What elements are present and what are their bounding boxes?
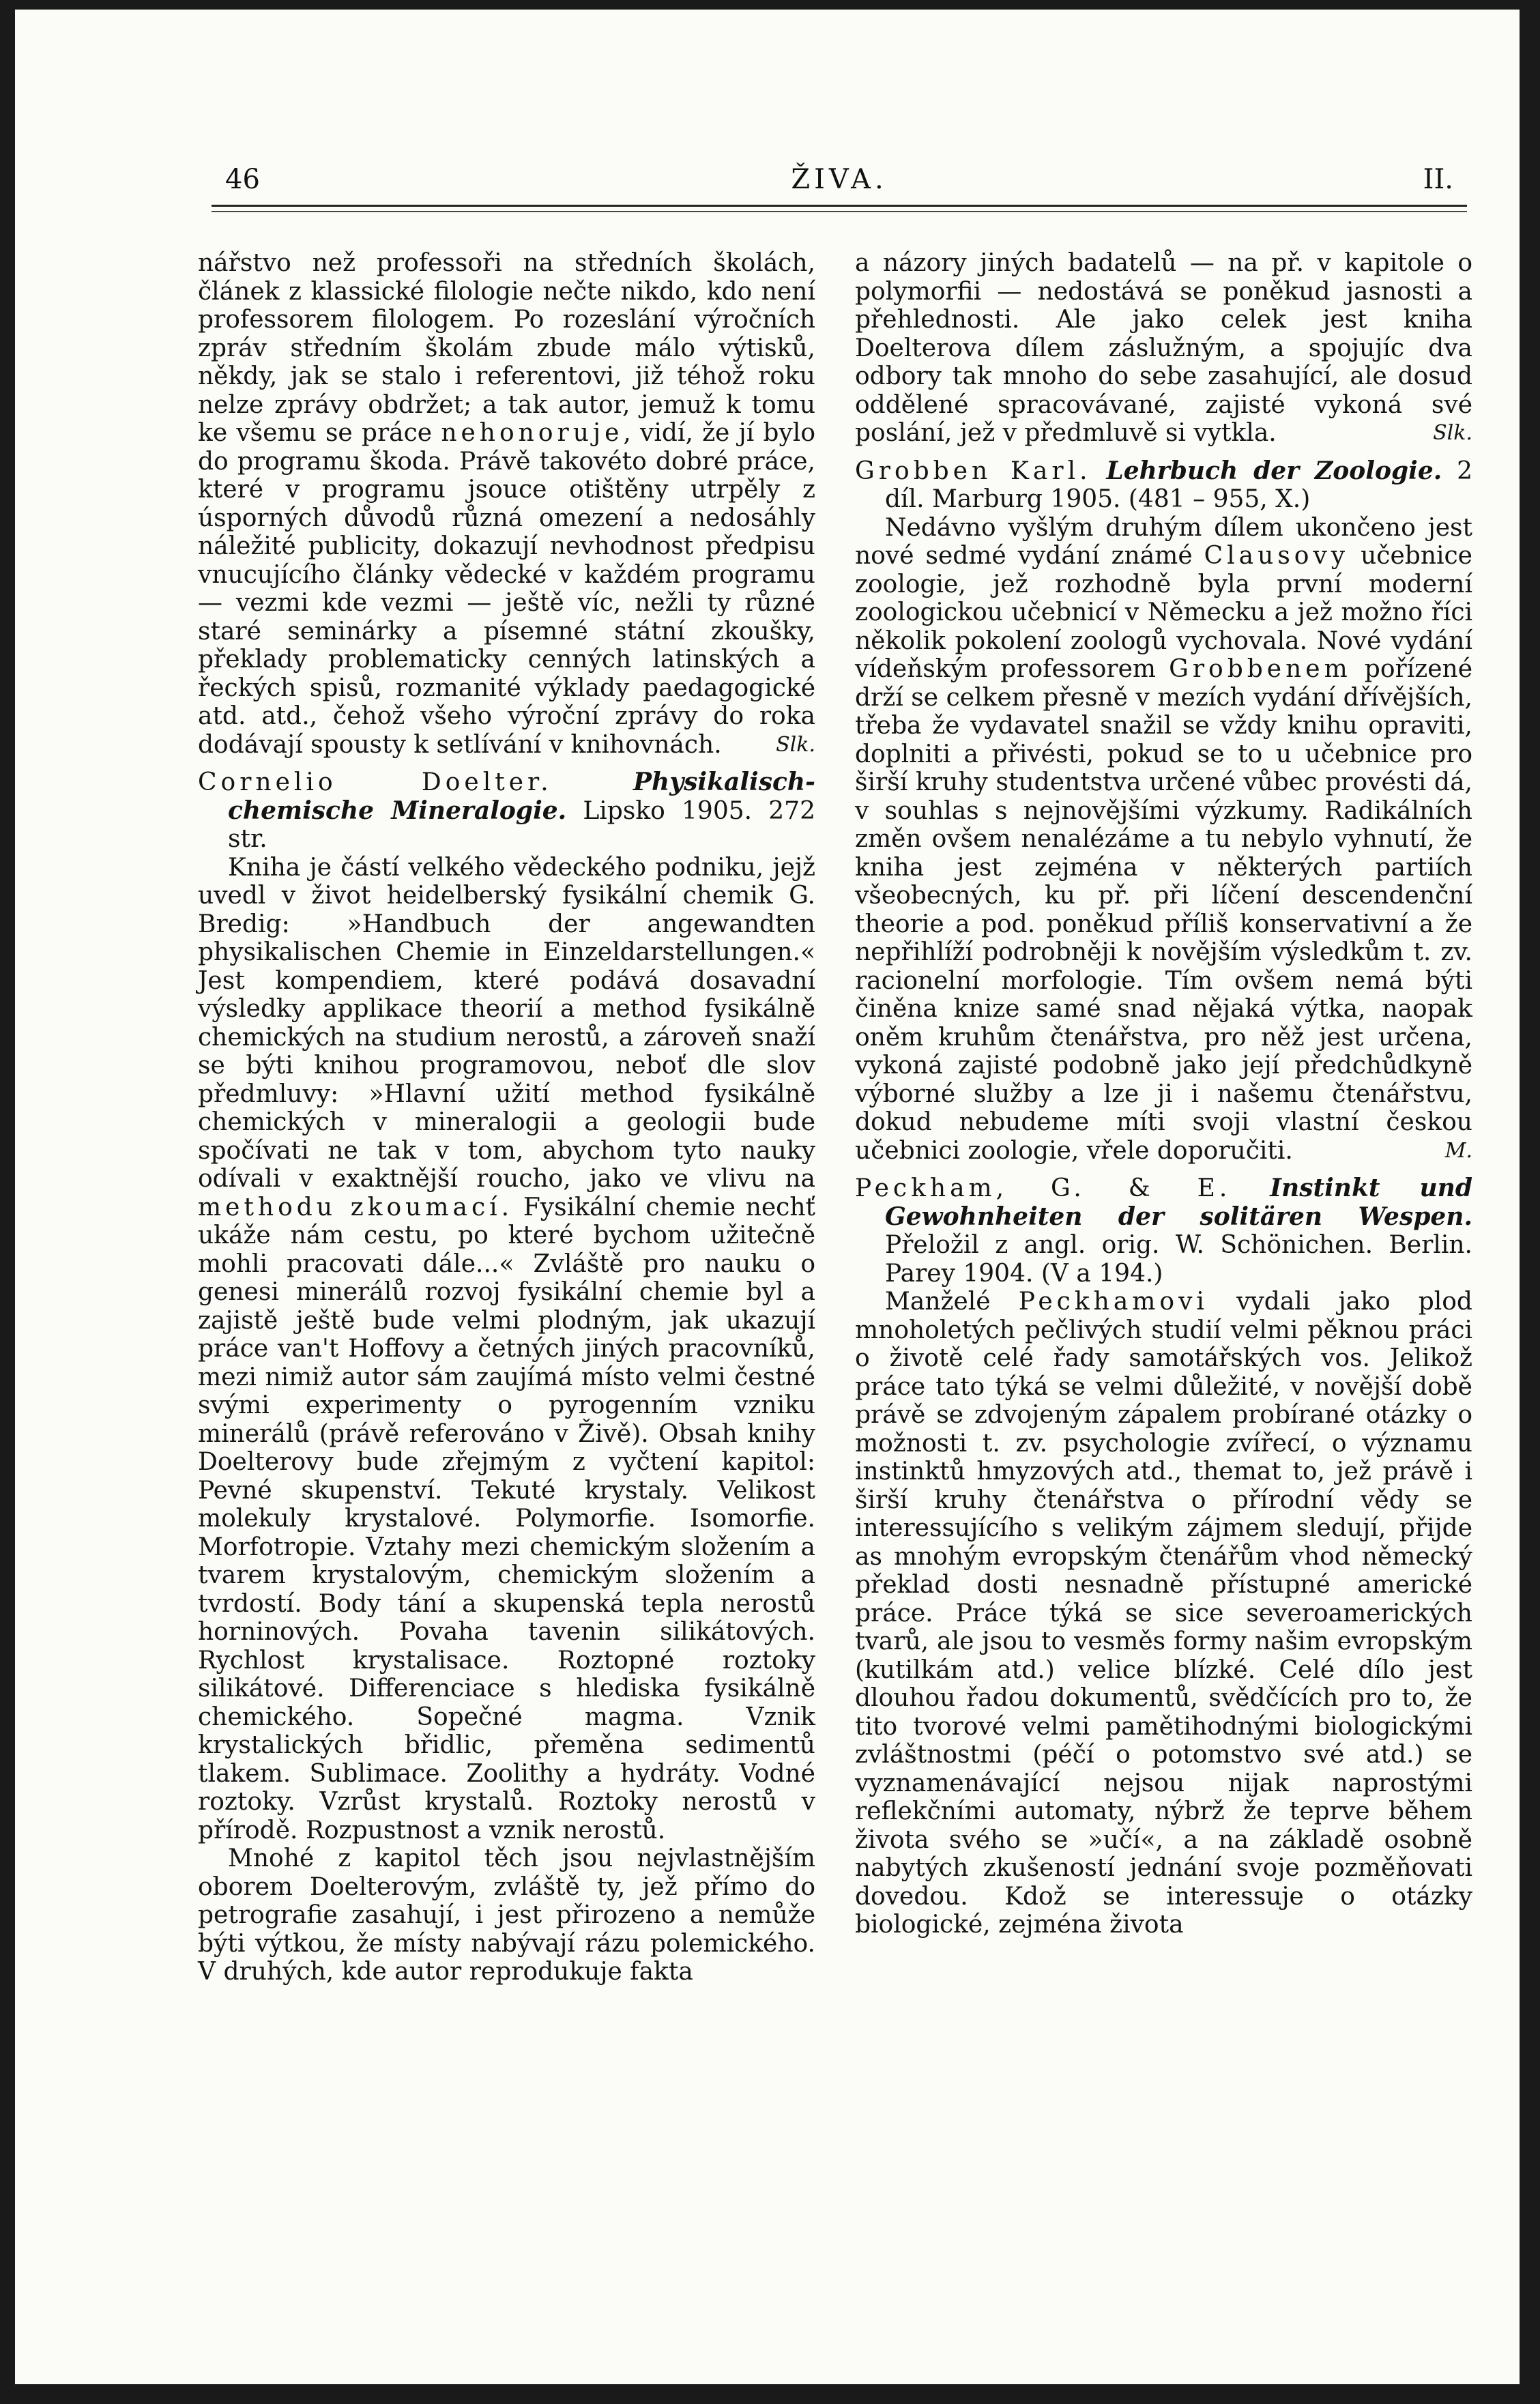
review-body-doelter: Kniha je částí velkého vědeckého podniku, jejž uvedl v život heidelberský fysikální chemik G. Bredig: »Handbuch der angewandten physikalischen Chemie in Einzeldarstellungen.« Jest kompendiem, které podává dosavadní výsledky applikace theorií a method fysikálně chemických na studium nerostů, a zároveň snaží se býti knihou programovou, neboť dle slov předmluvy: »Hlavní užití method fysikálně chemických v mineralogii a geologii bude spočívati ne tak v tom, abychom tyto nauky odívali v exaktnější roucho, jako ve vlivu na methodu zkoumací. Fysikální chemie nechť ukáže nám cestu, po které bychom užitečně mohli pracovati dále...« Zvláště pro nauku o genesi minerálů rozvoj fysikální chemie byl a zajistě ještě bude velmi plodným, jak ukazují práce van't Hoffovy a četných jiných pracovníků, mezi nimiž autor sám zaujímá místo velmi čestné svými experimenty o pyrogenním vzniku minerálů (právě referováno v Živě). Obsah knihy Doelterovy bude zřejmým z vyčtení kapitol: Pevné skupenství. Tekuté krystaly. Velikost molekuly krystalové. Polymorfie. Isomorfie. Morfotropie. Vztahy mezi chemickým složením a tvarem krystalovým, chemickým složením a tvrdostí. Body tání a skupenská tepla nerostů horninových. Povaha tavenin silikátových. Rychlost krystalisace. Roztopné roztoky silikátové. Differenciace s hlediska fysikálně chemického. Sopečné magma. Vznik krystalických břidlic, přeměna sedimentů tlakem. Sublimace. Zoolithy a hydráty. Vodné roztoky. Vzrůst krystalů. Roztoky nerostů v přírodě. Rozpustnost a vznik nerostů. [198, 853, 815, 1844]
review-continuation: nářstvo než professoři na středních školách, článek z klassické filologie nečte nikdo, kdo není professorem filologem. Po rozeslání výročních zpráv středním školám zbude málo výtisků, někdy, jak se stalo i referentovi, již téhož roku nelze zprávy obdržet; a tak autor, jemuž k tomu ke všemu se práce nehonoruje, vidí, že jí bylo do programu škoda. Právě takovéto dobré práce, které v programu jsouce otištěny utrpěly z úsporných důvodů různá omezení a nedosáhly náležité publicity, dokazují nevhodnost předpisu vnucujícího články vědecké v každém programu — vezmi kde vezmi — ještě víc, nežli ty různé staré seminárky a písemné státní zkoušky, překlady problematicky cenných latinských a řeckých spisů, rozmanité výklady paedagogické atd. atd., čehož všeho výroční zprávy do roka dodávají spousty k setlívání v knihovnách. Slk. [198, 249, 815, 759]
reviewer-signature: Slk. [776, 732, 815, 757]
review-body-peckham: Manželé Peckhamovi vydali jako plod mnoholetých pečlivých studií velmi pěknou práci o životě celé řady samotářských vos. Jelikož práce tato týká se velmi důležité, v novější době právě se zdvojeným zápalem probírané otázky o možnosti t. zv. psychologie zvířecí, o významu instinktů hmyzových atd., themat to, jež právě i širší kruhy čtenářstva o přírodní vědy se interessujícího s velikým zájmem sledují, přijde as mnohým evropským čtenářům vhod německý překlad dosti nesnadně přístupné americké práce. Práce týká se sice severoamerických tvarů, ale jsou to vesměs formy našim evropským (kutilkám atd.) velice blízké. Celé dílo jest dlouhou řadou dokumentů, svědčících pro to, že tito tvorové velmi pamětihodnými biologickými zvláštnostmi (péčí o potomstvo své atd.) se vyznamenávající nejsou nijak naprostými reflekčními automaty, nýbrž že teprve během života svého se »učí«, a na základě osobně nabytých zkušeností jednání svoje pozměňovati dovedou. Kdož se interessuje o otázky biologické, zejména života [855, 1288, 1472, 1939]
right-column [855, 249, 1472, 1939]
review-body-doelter-2: Mnohé z kapitol těch jsou nejvlastnějším oborem Doelterovým, zvláště ty, jež přímo do petrografie zasahují, i jest přirozeno a nemůže býti výtkou, že místy nabývají rázu polemického. V druhých, kde autor reprodukuje fakta [198, 1844, 815, 1986]
header-rule-thin [212, 211, 1467, 212]
volume-number: II. [1423, 164, 1453, 195]
review-continuation-right: a názory jiných badatelů — na př. v kapitole o polymorfii — nedostává se poněkud jasnosti a přehlednosti. Ale jako celek jest kniha Doelterova dílem záslužným, a spojujíc dva odbory tak mnoho do sebe zasahující, ale dosud oddělené spracovávané, zajisté vykoná své poslání, jež v předmluvě si vytkla. Slk. [855, 249, 1472, 447]
page-number: 46 [225, 164, 260, 195]
review-heading-doelter: Cornelio Doelter. Physikalisch-chemische Mineralogie. Lipsko 1905. 272 str. [198, 768, 815, 853]
left-column [198, 249, 815, 1986]
header-rule [212, 205, 1467, 207]
reviewer-signature: Slk. [1433, 421, 1472, 445]
review-body-grobben: Nedávno vyšlým druhým dílem ukončeno jest nové sedmé vydání známé Clausovy učebnice zoologie, jež rozhodně byla první moderní zoologickou učebnicí v Německu a jež možno říci několik pokolení zoologů vychovala. Nové vydání vídeňským professorem Grobbenem pořízené drží se celkem přesně v mezích vydání dřívějších, třeba že vydavatel snažil se vždy knihu opraviti, doplniti a přivésti, pokud se to u učebnice pro širší kruhy studentstva určené vůbec provésti dá, v souhlas s nejnovějšími výzkumy. Radikálních změn ovšem nenalézáme a tu nebylo vyhnutí, že kniha jest zejména v některých partiích všeobecných, ku př. při líčení descendenční theorie a pod. poněkud příliš konservativní a že nepřihlíží podrobněji k novějším výsledkům t. zv. racionelní morfologie. Tím ovšem nemá býti činěna knize samé snad nějaká výtka, naopak oněm kruhům čtenářstva, pro něž jest určena, vykoná zajisté podobně jako její předchůdkyně výborné služby a lze ji i našemu čtenářstvu, dokud nebudeme míti svoji vlastní českou učebnici zoologie, vřele doporučiti. M. [855, 513, 1472, 1165]
review-heading-peckham: Peckham, G. & E. Instinkt und Gewohnheiten der solitären Wespen. Přeložil z angl. orig. W. Schönichen. Berlin. Parey 1904. (V a 194.) [855, 1174, 1472, 1288]
review-heading-grobben: Grobben Karl. Lehrbuch der Zoologie. 2 díl. Marburg 1905. (481 – 955, X.) [855, 456, 1473, 513]
reviewer-signature: M. [1444, 1138, 1472, 1163]
journal-title: ŽIVA. [791, 164, 888, 195]
page-header [225, 164, 1453, 205]
